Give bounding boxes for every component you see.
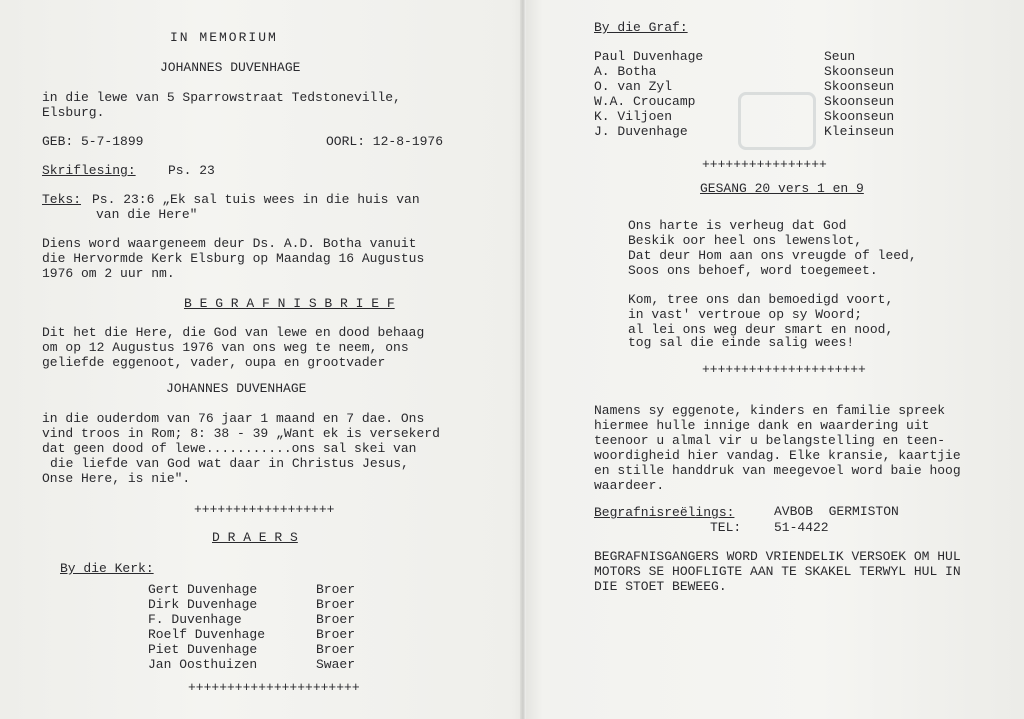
service-line-3: 1976 om 2 uur nm. — [42, 266, 175, 281]
arrangements-value: AVBOB GERMISTON — [774, 504, 899, 519]
letter-line-3: geliefde eggenoot, vader, oupa en grootvader — [42, 355, 386, 370]
hymn-verse1-line: Beskik oor heel ons lewenslot, — [628, 233, 863, 248]
letter-line-1: Dit het die Here, die God van lewe en dood behaag — [42, 325, 425, 340]
age-line-4: die liefde van God wat daar in Christus Jesus, — [50, 456, 409, 471]
bearer-relation: Broer — [316, 612, 356, 627]
grave-bearer-name: K. Viljoen — [594, 109, 673, 124]
grave-bearer-name: W.A. Croucamp — [594, 94, 696, 109]
hymn-verse2-line: al lei ons weg deur smart en nood, — [628, 322, 894, 337]
notice-line: DIE STOET BEWEEG. — [594, 579, 727, 594]
thanks-line: Namens sy eggenote, kinders en familie spreek — [594, 403, 946, 418]
thanks-line: teenoor u almal vir u belangstelling en teen- — [594, 433, 946, 448]
grave-bearer-name: J. Duvenhage — [594, 124, 688, 139]
bearer-name: Dirk Duvenhage — [148, 597, 258, 612]
bearer-name: Piet Duvenhage — [148, 642, 258, 657]
hymn-verse1-line: Ons harte is verheug dat God — [628, 218, 847, 233]
age-line-5: Onse Here, is nie". — [42, 471, 191, 486]
right-page — [526, 0, 1024, 719]
grave-bearer-relation: Skoonseun — [824, 79, 895, 94]
address-line-2: Elsburg. — [42, 105, 105, 120]
grave-bearer-relation: Seun — [824, 49, 856, 64]
letter-heading: B E G R A F N I S B R I E F — [184, 296, 395, 311]
bearer-relation: Broer — [316, 582, 356, 597]
bearer-name: Roelf Duvenhage — [148, 627, 266, 642]
thanks-line: waardeer. — [594, 478, 665, 493]
grave-bearer-relation: Kleinseun — [824, 124, 895, 139]
scripture-label: Skriflesing: — [42, 163, 136, 178]
age-line-3: dat geen dood of lewe...........ons sal skei van — [42, 441, 417, 456]
letter-line-2: om op 12 Augustus 1976 van ons weg te neem, ons — [42, 340, 409, 355]
grave-bearer-name: A. Botha — [594, 64, 657, 79]
bearer-name: Gert Duvenhage — [148, 582, 258, 597]
text-value-line-2: van die Here" — [96, 207, 198, 222]
age-line-1: in die ouderdom van 76 jaar 1 maand en 7 dae. Ons — [42, 411, 425, 426]
grave-bearer-relation: Skoonseun — [824, 109, 895, 124]
hymn-verse1-line: Soos ons behoef, word toegemeet. — [628, 263, 878, 278]
bearer-relation: Swaer — [316, 657, 356, 672]
scripture-value: Ps. 23 — [168, 163, 215, 178]
divider: ++++++++++++++++++++++ — [188, 680, 360, 695]
bearer-name: Jan Oosthuizen — [148, 657, 258, 672]
text-value-line-1: Ps. 23:6 „Ek sal tuis wees in die huis van — [92, 192, 420, 207]
hymn-heading: GESANG 20 vers 1 en 9 — [700, 181, 864, 196]
deceased-name-2: JOHANNES DUVENHAGE — [166, 381, 307, 396]
divider: ++++++++++++++++++ — [194, 502, 335, 517]
service-line-1: Diens word waargeneem deur Ds. A.D. Botha vanuit — [42, 236, 417, 251]
grave-bearer-relation: Skoonseun — [824, 94, 895, 109]
thanks-line: en stille handdruk van meegevoel word baie hoog — [594, 463, 961, 478]
title: IN MEMORIUM — [170, 30, 278, 45]
address-line-1: in die lewe van 5 Sparrowstraat Tedstoneville, — [42, 90, 401, 105]
arrangements-label: Begrafnisreëlings: — [594, 505, 735, 520]
bearer-name: F. Duvenhage — [148, 612, 242, 627]
bearer-relation: Broer — [316, 627, 356, 642]
tel-value: 51-4422 — [774, 520, 829, 535]
hymn-verse2-line: Kom, tree ons dan bemoedigd voort, — [628, 292, 894, 307]
bearers-heading: D R A E R S — [212, 530, 298, 545]
notice-line: BEGRAFNISGANGERS WORD VRIENDELIK VERSOEK OM HUL — [594, 549, 961, 564]
death-date: OORL: 12-8-1976 — [326, 134, 444, 149]
thanks-line: hiermee hulle innige dank en waardering uit — [594, 418, 930, 433]
by-grave-label: By die Graf: — [594, 20, 688, 35]
hymn-verse1-line: Dat deur Hom aan ons vreugde of leed, — [628, 248, 917, 263]
grave-bearer-relation: Skoonseun — [824, 64, 895, 79]
bearer-relation: Broer — [316, 642, 356, 657]
divider: ++++++++++++++++ — [702, 157, 827, 172]
deceased-name: JOHANNES DUVENHAGE — [160, 60, 301, 75]
hymn-verse2-line: tog sal die einde salig wees! — [628, 335, 855, 350]
grave-bearer-name: O. van Zyl — [594, 79, 673, 94]
text-label: Teks: — [42, 192, 82, 207]
thanks-line: woordigheid hier vandag. Elke kransie, kaartjie — [594, 448, 961, 463]
divider: +++++++++++++++++++++ — [702, 362, 866, 377]
hymn-verse2-line: in vast' vertroue op sy Woord; — [628, 307, 863, 322]
age-line-2: vind troos in Rom; 8: 38 - 39 „Want ek is versekerd — [42, 426, 440, 441]
birth-date: GEB: 5-7-1899 — [42, 134, 144, 149]
bearer-relation: Broer — [316, 597, 356, 612]
service-line-2: die Hervormde Kerk Elsburg op Maandag 16 Augustus — [42, 251, 425, 266]
grave-bearer-name: Paul Duvenhage — [594, 49, 704, 64]
tel-label: TEL: — [710, 520, 742, 535]
notice-line: MOTORS SE HOOFLIGTE AAN TE SKAKEL TERWYL HUL IN — [594, 564, 961, 579]
by-church-label: By die Kerk: — [60, 561, 154, 576]
